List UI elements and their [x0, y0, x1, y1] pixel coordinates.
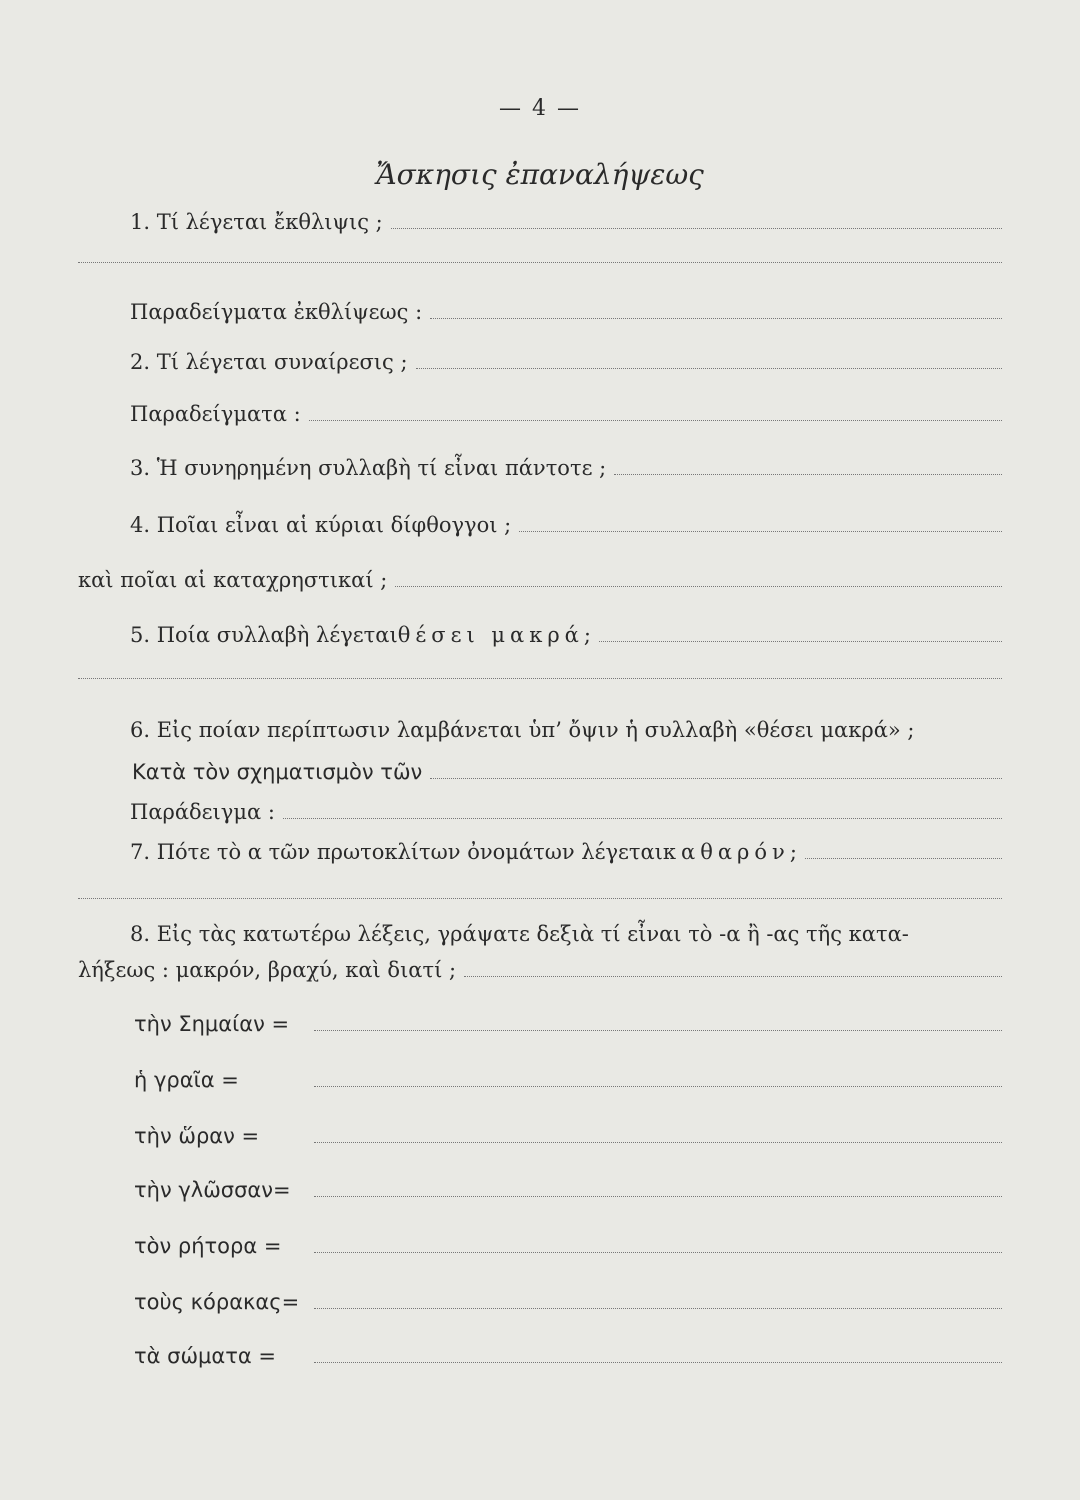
question-3: [130, 456, 1002, 480]
question-6-text: 6. Εἰς ποίαν περίπτωσιν λαμβάνεται ὑπ’ ὄψιν ἡ συλλαβὴ «θέσει μακρά» ;: [130, 718, 915, 742]
question-5-prefix: 5. Ποία συλλαβὴ λέγεται: [130, 623, 398, 647]
question-7-spaced-term: καθαρόν: [662, 840, 790, 864]
word-label: ἡ γραῖα =: [134, 1068, 239, 1092]
answer-line[interactable]: [78, 262, 1002, 263]
answer-line[interactable]: [464, 975, 1002, 977]
question-7-suffix: ;: [789, 840, 797, 864]
answer-line[interactable]: [314, 1361, 1002, 1363]
question-4-text: 4. Ποῖαι εἶναι αἱ κύριαι δίφθογγοι ;: [130, 513, 512, 537]
answer-line[interactable]: [314, 1029, 1002, 1031]
answer-line[interactable]: [395, 585, 1002, 587]
question-2-text: 2. Τί λέγεται συναίρεσις ;: [130, 350, 408, 374]
word-label: τὴν ὥραν =: [134, 1124, 260, 1148]
answer-line[interactable]: [599, 640, 1002, 642]
answer-line[interactable]: [519, 530, 1002, 532]
word-label: τὴν Σημαίαν =: [134, 1012, 290, 1036]
word-label: τὴν γλῶσσαν=: [134, 1178, 291, 1202]
word-row: [134, 1344, 1002, 1368]
answer-line[interactable]: [283, 817, 1002, 819]
answer-line[interactable]: [314, 1141, 1002, 1143]
answer-line[interactable]: [78, 898, 1002, 899]
answer-line[interactable]: [314, 1085, 1002, 1087]
answer-line[interactable]: [416, 367, 1002, 369]
answer-line[interactable]: [78, 678, 1002, 679]
question-3-text: 3. Ἡ συνηρημένη συλλαβὴ τί εἶναι πάντοτε ;: [130, 456, 607, 480]
question-6-example: [130, 800, 1002, 824]
question-2-examples: [130, 402, 1002, 426]
question-8-text-2: λήξεως : μακρόν, βραχύ, καὶ διατί ;: [78, 958, 457, 982]
word-row: [134, 1234, 1002, 1258]
exercise-title: Ἄσκησις ἐπαναλήψεως: [376, 158, 704, 191]
answer-line[interactable]: [430, 317, 1002, 319]
answer-line[interactable]: [314, 1307, 1002, 1309]
question-4: [130, 513, 1002, 537]
question-1-examples: [130, 300, 1002, 324]
answer-line[interactable]: [614, 473, 1002, 475]
word-label: τοὺς κόρακας=: [134, 1290, 300, 1314]
question-4b: [78, 568, 1002, 592]
word-row: [134, 1012, 1002, 1036]
answer-line[interactable]: [314, 1251, 1002, 1253]
question-1-text: 1. Τί λέγεται ἔκθλιψις ;: [130, 210, 383, 234]
word-row: [134, 1124, 1002, 1148]
answer-line[interactable]: [391, 227, 1002, 229]
question-7: [130, 840, 1002, 864]
word-row: [134, 1068, 1002, 1092]
answer-line[interactable]: [314, 1195, 1002, 1197]
question-5: [130, 623, 1002, 647]
question-8-text-1: 8. Εἰς τὰς κατωτέρω λέξεις, γράψατε δεξιὰ τί εἶναι τὸ -α ἢ -ας τῆς κατα-: [130, 922, 909, 946]
question-8-line-2: [78, 958, 1002, 982]
answer-line[interactable]: [430, 777, 1002, 779]
question-5-spaced-term: θέσει μακρά: [397, 623, 584, 647]
question-7-prefix: 7. Πότε τὸ α τῶν πρωτοκλίτων ὀνομάτων λέγεται: [130, 840, 663, 864]
question-8-line-1: [130, 922, 909, 946]
question-6-hint: [132, 760, 1002, 784]
question-1: [130, 210, 1002, 234]
answer-line[interactable]: [309, 419, 1002, 421]
question-6-example-label: Παράδειγμα :: [130, 800, 275, 824]
question-5-suffix: ;: [583, 623, 591, 647]
question-4b-text: καὶ ποῖαι αἱ καταχρηστικαί ;: [78, 568, 388, 592]
word-row: [134, 1290, 1002, 1314]
question-2-examples-label: Παραδείγματα :: [130, 402, 301, 426]
question-2: [130, 350, 1002, 374]
word-label: τὰ σώματα =: [134, 1344, 277, 1368]
word-row: [134, 1178, 1002, 1202]
question-1-examples-label: Παραδείγματα ἐκθλίψεως :: [130, 300, 423, 324]
answer-line[interactable]: [805, 857, 1002, 859]
word-label: τὸν ρήτορα =: [134, 1234, 282, 1258]
question-6: [130, 718, 914, 742]
page-number: — 4 —: [499, 96, 581, 121]
question-6-hint-text: Κατὰ τὸν σχηματισμὸν τῶν: [132, 760, 423, 784]
